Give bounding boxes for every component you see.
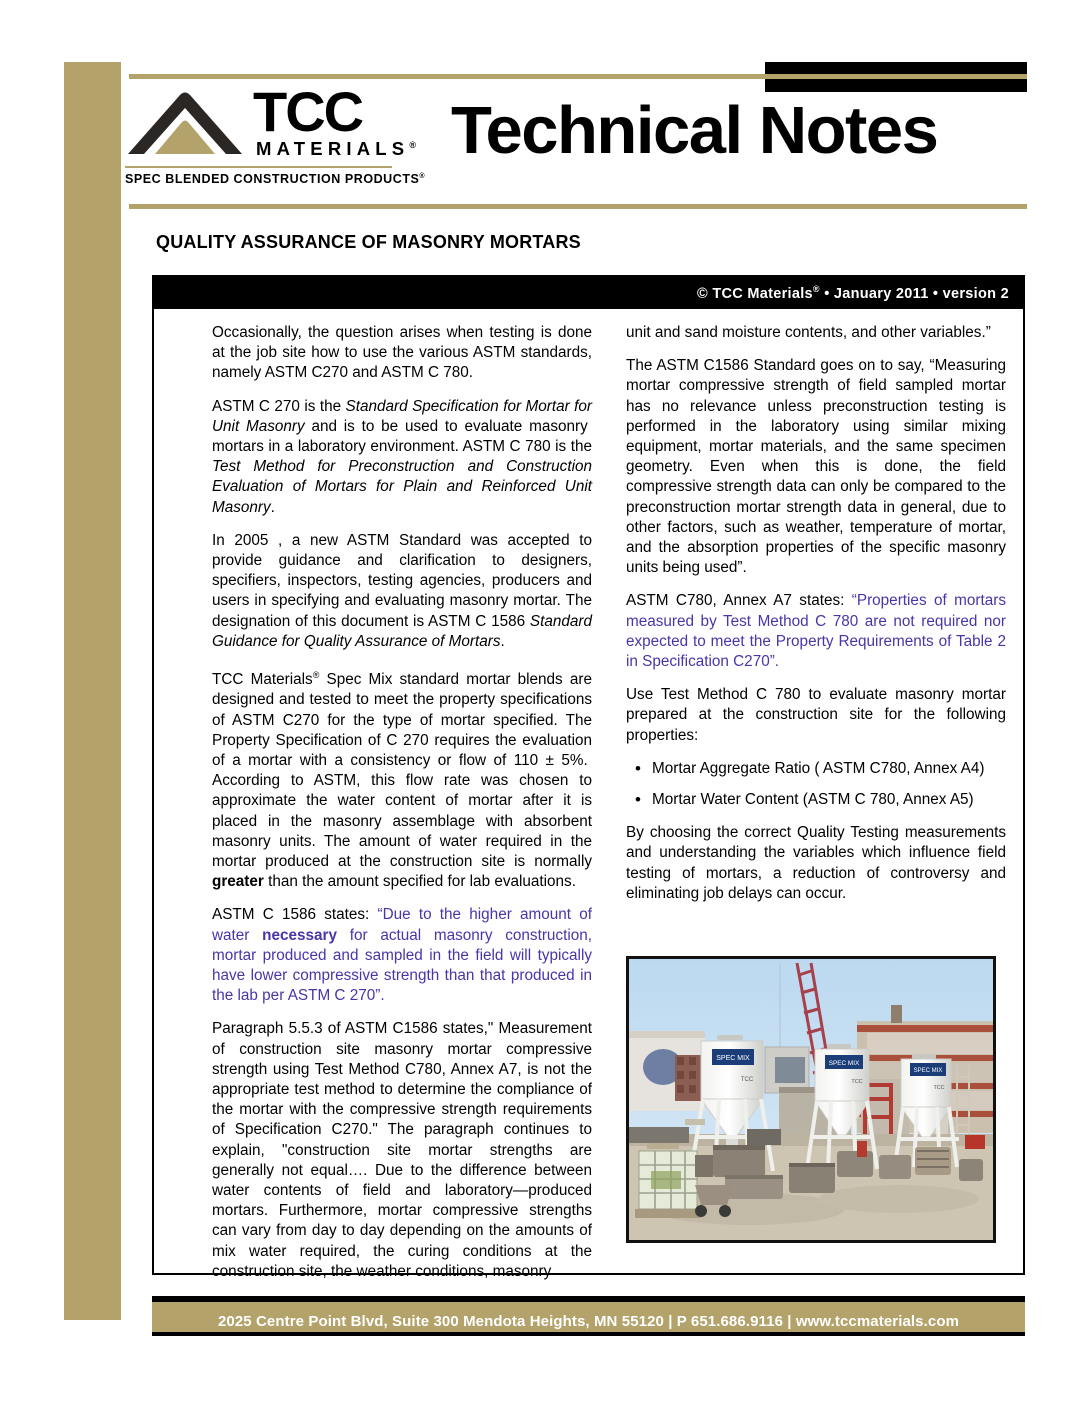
construction-site-photo bbox=[626, 956, 996, 1243]
paragraph: unit and sand moisture contents, and other variables.” bbox=[626, 324, 991, 341]
paragraph: Use Test Method C 780 to evaluate masonry mortar prepared at the construction site for the following properties: bbox=[626, 686, 1006, 744]
paragraph: In 2005 , a new ASTM Standard was accepted to provide guidance and clarification to designers, specifiers, inspectors, testing agencies, producers and users in specifying and evaluating masonry mortar. The designation of this document is ASTM C 1586 Standard Guidance for Quality Assurance of Mortars. bbox=[212, 531, 592, 650]
paragraph: The ASTM C1586 Standard goes on to say, “Measuring mortar compressive strength of field sampled mortar has no relevance unless preconstruction testing is performed in the laboratory using similar mixing equipment, mortar materials, and the same specimen geometry. Even when this is done, the field compressive strength data can only be compared to the preconstruction mortar strength data in general, due to other factors, such as weather, temperature of mortar, and the absorption properties of the specific masonry units being used”. bbox=[626, 357, 1006, 577]
copyright-bar bbox=[154, 277, 1023, 309]
paragraph: Paragraph 5.5.3 of ASTM C1586 states," Measurement of construction site masonry mortar compressive strength using Test Method C780, Annex A7, is not the appropriate test method to determine the compliance of the mortar with the compressive strength requirements of Specification C270." The paragraph continues to explain, "construction site mortar strengths are generally not equal…. Due to the difference between water contents of field and laboratory—produced mortars. Furthermore, mortar compressive strengths can vary from day to day depending on the amounts of mix water required, the curing conditions at the construction site, the weather conditions, masonry bbox=[212, 1020, 592, 1280]
svg-text:TCC: TCC bbox=[933, 1085, 945, 1091]
paragraph: By choosing the correct Quality Testing measurements and understanding the variables which influence field testing of mortars, a reduction of controversy and eliminating job delays can occur. bbox=[626, 824, 1006, 902]
column-left bbox=[212, 323, 592, 1282]
column-right bbox=[626, 323, 1006, 904]
logo-divider bbox=[125, 166, 392, 168]
logo-subwordmark: MATERIALS® bbox=[256, 138, 416, 159]
paragraph-highlighted: ASTM C 1586 states: “Due to the higher amount of water necessary for actual masonry construction, mortar produced and sampled in the field will typically have lower compressive strength than that produced in the lab per ASTM C 270”. bbox=[212, 906, 592, 1005]
page-title: QUALITY ASSURANCE OF MASONRY MORTARS bbox=[156, 232, 581, 252]
card-body bbox=[154, 309, 1023, 1280]
page-content bbox=[121, 0, 1088, 1408]
svg-text:SPEC MIX: SPEC MIX bbox=[828, 1060, 860, 1067]
list-item: • Mortar Water Content (ASTM C 780, Annex A5) bbox=[652, 790, 1006, 810]
logo-wordmark: TCC bbox=[253, 80, 363, 143]
tcc-logo bbox=[125, 80, 426, 198]
paragraph: TCC Materials® Spec Mix standard mortar blends are designed and tested to meet the property specifications of ASTM C270 for the type of mortar specified. The Property Specification of C 270 requires the evaluation of a mortar with a consistency or flow of 110 ± 5%. According to ASTM, this flow rate was chosen to approximate the water content of mortar after it is placed in the masonry assemblage with absorbent masonry units. The amount of water required in the mortar produced at the construction site is normally greater than the amount specified for lab evaluations. bbox=[212, 670, 592, 891]
logo-tagline: SPEC BLENDED CONSTRUCTION PRODUCTS® bbox=[125, 172, 426, 187]
page-header bbox=[121, 62, 1027, 217]
header-rule-bottom bbox=[129, 204, 1027, 209]
left-accent-bar bbox=[64, 62, 121, 1320]
copyright-text: © TCC Materials® • January 2011 • version 2 bbox=[697, 284, 1009, 302]
svg-text:TCC: TCC bbox=[740, 1077, 754, 1083]
mountain-icon bbox=[125, 88, 245, 158]
svg-text:SPEC MIX: SPEC MIX bbox=[716, 1055, 750, 1062]
paragraph: ASTM C 270 is the Standard Specification for Mortar for Unit Masonry and is to be used to evaluate masonry mortars in a laboratory environment. ASTM C 780 is the Test Method for Preconstruction and Construction Evaluation of Mortars for Plain and Reinforced Unit Masonry. bbox=[212, 397, 592, 516]
paragraph: Occasionally, the question arises when testing is done at the job site how to use the various ASTM standards, namely ASTM C270 and ASTM C 780. bbox=[212, 324, 592, 382]
header-black-block-bottom bbox=[765, 79, 1027, 92]
paragraph-highlighted: ASTM C780, Annex A7 states: “Properties of mortars measured by Test Method C 780 are not required nor expected to meet the Property Requirements of Table 2 in Specification C270”. bbox=[626, 592, 1006, 671]
content-card bbox=[152, 275, 1025, 1280]
list-item: • Mortar Aggregate Ratio ( ASTM C780, Annex A4) bbox=[652, 759, 1006, 779]
properties-list bbox=[626, 759, 1006, 810]
svg-text:SPEC MIX: SPEC MIX bbox=[913, 1068, 943, 1074]
page-footer bbox=[152, 1296, 1025, 1336]
svg-text:TCC: TCC bbox=[851, 1079, 863, 1085]
banner-title: Technical Notes bbox=[451, 93, 938, 168]
footer-contact-text: 2025 Centre Point Blvd, Suite 300 Mendota Heights, MN 55120 | P 651.686.9116 | www.tccmaterials.com bbox=[217, 1313, 960, 1330]
header-rule-top bbox=[129, 74, 1027, 79]
